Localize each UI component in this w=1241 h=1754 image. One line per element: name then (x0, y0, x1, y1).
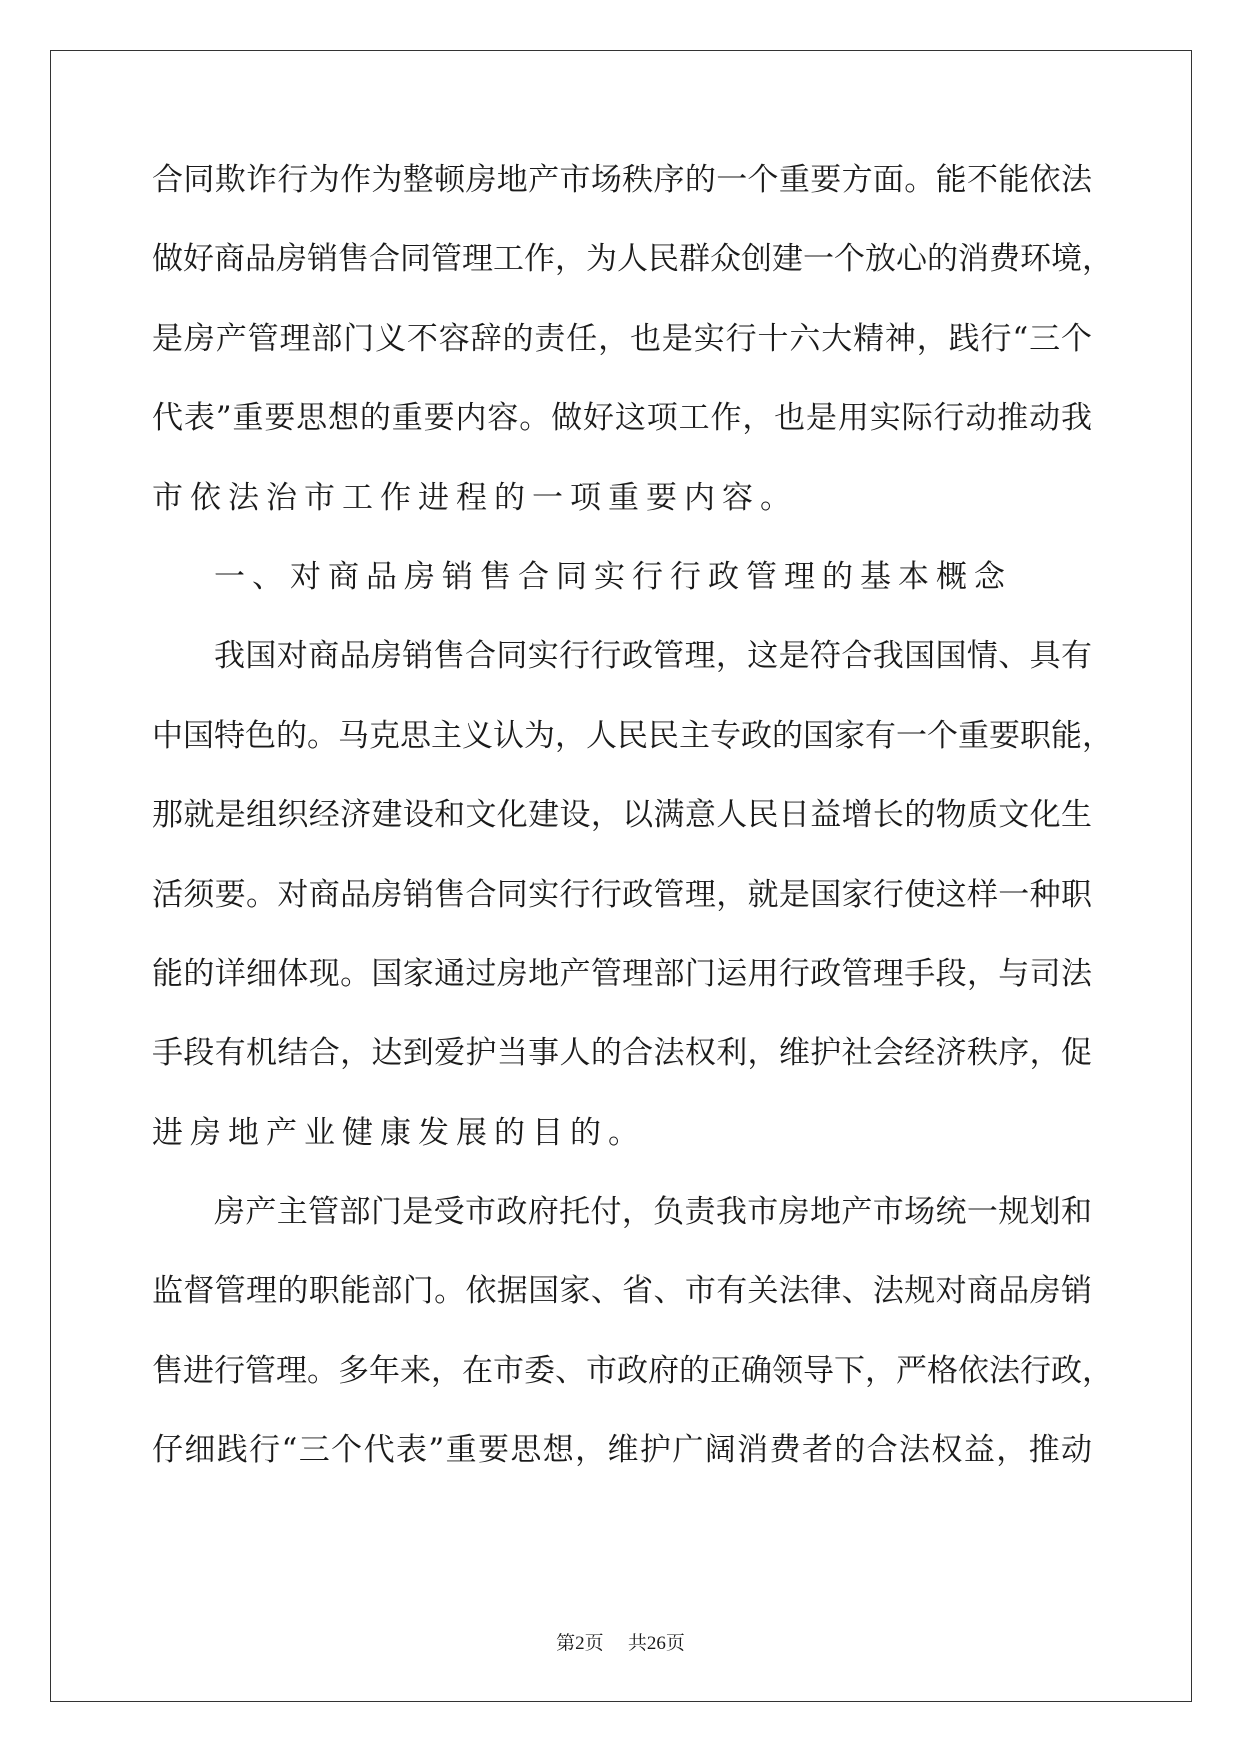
text-line-15: 监督管理的职能部门。依据国家、省、市有关法律、法规对商品房销 (152, 1273, 1092, 1310)
text-line-17: 仔细践行“三个代表”重要思想，维护广阔消费者的合法权益，推动 (152, 1432, 1092, 1469)
text-line-11: 能的详细体现。国家通过房地产管理部门运用行政管理手段，与司法 (152, 955, 1092, 992)
page-footer (0, 1631, 1241, 1656)
text-line-4: 代表”重要思想的重要内容。做好这项工作，也是用实际行动推动我 (152, 400, 1092, 437)
document-body (152, 162, 1113, 1512)
total-pages: 26 (646, 1633, 666, 1654)
text-line-16: 售进行管理。多年来，在市委、市政府的正确领导下，严格依法行政， (152, 1352, 1113, 1389)
page-number: 2 (575, 1633, 585, 1654)
section-heading: 一、对商品房销售合同实行行政管理的基本概念 (214, 558, 1012, 595)
text-line-2: 做好商品房销售合同管理工作，为人民群众创建一个放心的消费环境， (152, 241, 1113, 278)
text-line-14: 房产主管部门是受市政府托付，负责我市房地产市场统一规划和 (214, 1194, 1092, 1231)
text-line-8: 中国特色的。马克思主义认为，人民民主专政的国家有一个重要职能， (152, 717, 1113, 754)
total-prefix: 共 (627, 1633, 647, 1654)
text-line-10: 活须要。对商品房销售合同实行行政管理，就是国家行使这样一种职 (152, 876, 1092, 913)
page-prefix: 第 (556, 1633, 576, 1654)
text-line-7: 我国对商品房销售合同实行行政管理，这是符合我国国情、具有 (214, 638, 1092, 675)
text-line-13: 进房地产业健康发展的目的。 (152, 1114, 646, 1151)
text-line-3: 是房产管理部门义不容辞的责任，也是实行十六大精神，践行“三个 (152, 320, 1092, 357)
text-line-1: 合同欺诈行为作为整顿房地产市场秩序的一个重要方面。能不能依法 (152, 162, 1092, 198)
text-line-9: 那就是组织经济建设和文化建设，以满意人民日益增长的物质文化生 (152, 797, 1092, 834)
text-line-5: 市依法治市工作进程的一项重要内容。 (152, 479, 798, 516)
text-line-12: 手段有机结合，达到爱护当事人的合法权利，维护社会经济秩序，促 (152, 1035, 1092, 1072)
total-suffix: 页 (665, 1633, 685, 1654)
page-suffix: 页 (584, 1633, 604, 1654)
